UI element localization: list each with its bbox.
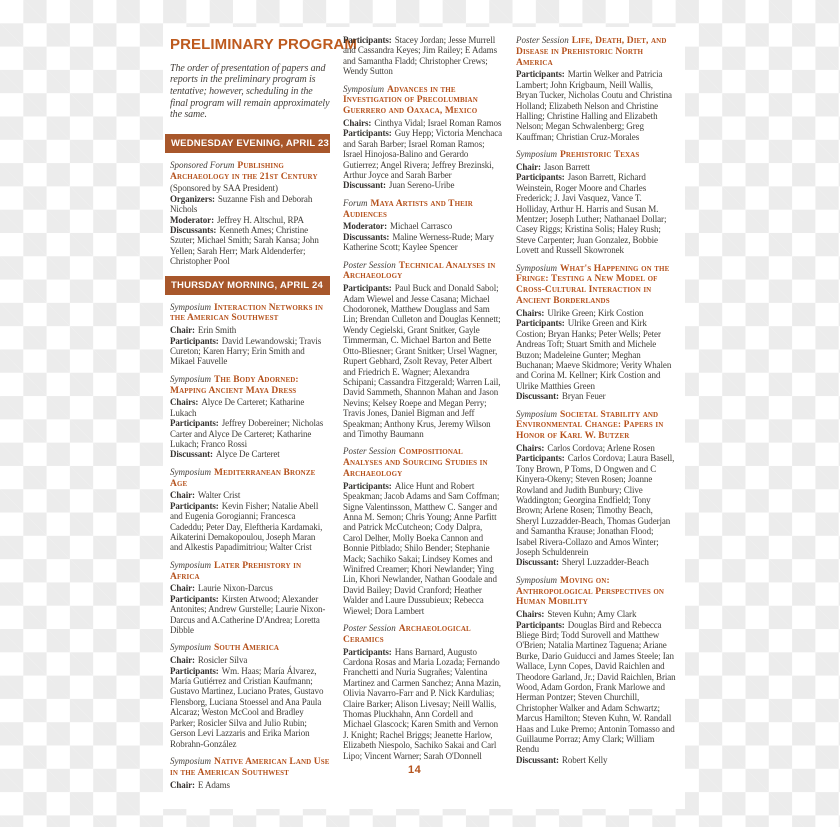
session-heading <box>343 623 503 646</box>
session-field <box>343 128 503 180</box>
field-label: Participants: <box>170 500 219 511</box>
session-field <box>516 69 676 142</box>
session-field <box>516 391 676 401</box>
session-block <box>516 35 676 142</box>
session-block <box>343 623 503 761</box>
field-text: Kenneth Ames; Christine Szuter; Michael Smith; Sarah Kansa; John Yellen; Sarah Herr; Mark Aldenderfer; Christopher Pool <box>170 224 319 267</box>
session-field <box>170 666 330 749</box>
field-label: Chairs: <box>516 307 545 318</box>
session-field <box>170 583 330 593</box>
session-title: Mediterranean Bronze Age <box>170 467 316 489</box>
session-field <box>343 647 503 761</box>
session-field <box>516 308 676 318</box>
field-text: Suzanne Fish and Deborah Nichols <box>170 193 313 215</box>
session-title: South America <box>214 643 280 654</box>
field-label: Participants: <box>343 35 392 45</box>
session-field <box>170 501 330 553</box>
session-type-prefix: Symposium <box>516 574 557 585</box>
session-note: (Sponsored by SAA President) <box>170 183 278 194</box>
session-heading <box>170 374 330 397</box>
session-type-prefix: Symposium <box>343 83 384 94</box>
field-label: Discussant: <box>516 391 559 402</box>
field-text: Carlos Cordova; Laura Basell, Tony Brown, P Toms, D Ongwen and C Kinyera-Okeny; Steven Rosen; Joanne Rowland and Judith Bunbury; Clive Waddington; Georgina Endfield; Tony Brown; Arlene Rosen; Timothy Beach, Sheryl Luzzadder-Beach, Thomas Guderjan and Samantha Krause; Jonathan Flood; Isabel Rivera-Collazo and Amos Winter; Joseph Schuldenrein <box>516 453 675 557</box>
session-title: Later Prehistory in Africa <box>170 560 302 582</box>
session-field <box>170 215 330 225</box>
session-type-prefix: Poster Session <box>343 259 396 270</box>
field-text: Rosicler Silva <box>197 655 248 666</box>
session-type-prefix: Symposium <box>170 755 211 766</box>
session-block <box>170 160 330 267</box>
session-block <box>343 446 503 616</box>
session-title: Compositional Analyses and Sourcing Studies in Archaeology <box>343 447 488 479</box>
session-block <box>170 302 330 367</box>
session-heading <box>170 560 330 583</box>
session-type-prefix: Symposium <box>170 559 211 570</box>
field-label: Chairs: <box>170 397 199 408</box>
column-3 <box>516 35 676 797</box>
session-heading <box>516 35 676 68</box>
session-title: Moving on: Anthropological Perspectives on Human Mobility <box>516 575 665 608</box>
field-label: Chair: <box>170 490 195 501</box>
session-block <box>516 409 676 568</box>
page-number: 14 <box>408 764 422 776</box>
session-type-prefix: Symposium <box>516 408 557 419</box>
session-field <box>516 162 676 172</box>
session-type-prefix: Symposium <box>170 642 211 653</box>
field-text: Martin Welker and Patricia Lambert; John Krigbaum, Neill Wallis, Bryan Tucker, Nicholas Coutu and Christina Holland; Elizabeth Nelson and Christine Halling; Christine Halling and Elizabeth Nelson; Megan Schwalenberg; Greg Kauffman; Christian Cruz-Morales <box>516 69 672 142</box>
page-title: PRELIMINARY PROGRAM <box>170 36 357 53</box>
session-block <box>170 756 330 790</box>
field-text: Cinthya Vidal; Israel Roman Ramos <box>374 118 502 129</box>
session-field <box>343 180 503 190</box>
field-label: Participants: <box>516 453 565 464</box>
field-text: Paul Buck and Donald Sabol; Adam Wiewel and Jesse Casana; Michael Chodoronek, Matthew Douglass and Sam Lin; Brendan Culleton and Douglas Kennett; Wendy Cegielski, Grant Snitker, Gayle Timmerman, C. Michael Barton and Bette Otto-Bliesner; Grant Snitker; Ursel Wagner, Rupert Gebhard, Zsolt Revay, Peter Albert and Friedrich E. Wagner; Alexandra Schipani; Cassandra Fitzgerald; Warren Lail, David Sammeth, Shannon Mahan and Jason Nevins; Kelsey Roepe and Megan Perry; Travis Jones, Daniel Bigman and Jeff Speakman; Anthony Krus, Jeremy Wilson and Timothy Baumann <box>343 283 501 439</box>
session-field <box>170 594 330 636</box>
column-1 <box>170 35 357 797</box>
session-field <box>343 232 503 253</box>
session-type-prefix: Symposium <box>170 373 211 384</box>
session-heading <box>170 302 330 325</box>
field-label: Organizers: <box>170 193 215 204</box>
field-text: Robert Kelly <box>561 754 608 765</box>
field-text: Guy Hepp; Victoria Menchaca and Sarah Barber; Israel Roman Ramos; Israel Hinojosa-Balino and Gerardo Gutierrez; Angel Rivera; Jeffrey Brezinski, Arthur Joyce and Sarah Barber <box>343 128 503 181</box>
field-text: Jason Barrett <box>543 162 590 173</box>
session-title: Life, Death, Diet, and Disease in Prehistoric North America <box>516 36 667 68</box>
field-label: Chair: <box>516 162 541 173</box>
field-text: Ulrike Green and Kirk Costion; Bryan Hanks; Peter Wells; Peter Andreas Toft; Stuart Smith and Michele Buzon; Madeleine Gunter; Meghan Buchanan; Maeve Skidmore; Verity Whalen and Corina M. Kellner; Kirk Costion and Ulrike Matthies Green <box>516 318 672 391</box>
field-text: Walter Crist <box>197 490 241 501</box>
session-heading <box>343 446 503 479</box>
field-label: Chairs: <box>343 118 372 129</box>
field-text: Wm. Haas; María Álvarez, María Gutiérrez and Cristian Kaufmann; Gustavo Martinez, Luciano Prates, Gustavo Flensborg, Luciana Stoessel and Ana Paula Alcaraz; Weston McCool and Bradley Parker; Rosicler Silva and Julio Rubin; Gerson Levi Lazzaris and Erika Marion Robrahn-González <box>170 665 324 749</box>
session-heading <box>170 756 330 779</box>
session-type-prefix: Symposium <box>170 301 211 312</box>
session-heading <box>343 198 503 221</box>
session-type-prefix: Poster Session <box>343 446 396 457</box>
session-field <box>343 221 503 231</box>
session-block <box>343 198 503 253</box>
session-heading <box>170 467 330 490</box>
session-field <box>343 283 503 439</box>
field-text: Jason Barrett, Richard Weinstein, Roger Moore and Charles Frederick; J. Javi Vasquez, Vance T. Holliday, Arthur H. Harris and Susan M. Mentzer; Joseph Luther; Nathanael Dollar; Casey Riggs; Kristina Solis; Haley Rush; Steve Carpenter; Juan Gonzalez, Bobbie Lovett and Russell Skowronek <box>516 172 667 256</box>
field-label: Participants: <box>343 646 392 657</box>
field-label: Moderator: <box>170 214 214 225</box>
field-text: Alyce De Carteret; Katharine Lukach <box>170 397 305 418</box>
date-header-bar: WEDNESDAY EVENING, APRIL 23 <box>165 134 330 153</box>
date-header-bar: THURSDAY MORNING, APRIL 24 <box>165 276 330 295</box>
field-label: Chair: <box>170 583 195 594</box>
session-heading <box>516 263 676 307</box>
session-field <box>516 755 676 765</box>
session-heading <box>516 409 676 442</box>
field-label: Discussant: <box>516 557 559 568</box>
session-field <box>516 609 676 619</box>
session-block <box>170 467 330 553</box>
session-field <box>170 490 330 500</box>
session-field <box>516 318 676 391</box>
field-text: E Adams <box>197 779 230 790</box>
field-text: Bryan Feuer <box>561 391 606 402</box>
session-title: Publishing Archaeology in the 21st Century <box>170 160 318 182</box>
field-label: Participants: <box>516 69 565 80</box>
session-block <box>343 84 503 191</box>
field-text: Stacey Jordan; Jesse Murrell and Cassandra Keyes; Jim Railey; E Adams and Samantha Fladd; Christopher Crews; Wendy Sutton <box>343 35 497 77</box>
session-heading <box>516 149 676 161</box>
session-title: Archaeological Ceramics <box>343 624 471 645</box>
field-text: Kevin Fisher; Natalie Abell and Eugenia Gorogianni; Francesca Cadeddu; Peter Day, Eleftheria Kardamaki, Aikaterini Demakopoulou, Joseph Maran and Alkestis Papadimitriou; Walter Crist <box>170 500 323 553</box>
field-text: Sheryl Luzzadder-Beach <box>561 557 649 568</box>
field-text: Steven Kuhn; Amy Clark <box>547 609 637 620</box>
field-label: Participants: <box>170 665 219 676</box>
session-heading <box>170 160 330 183</box>
field-text: Carlos Cordova; Arlene Rosen <box>547 442 655 453</box>
field-label: Participants: <box>516 172 565 183</box>
field-label: Chair: <box>170 325 195 336</box>
session-field <box>170 418 330 449</box>
session-field <box>343 481 503 616</box>
field-label: Participants: <box>516 619 565 630</box>
field-text: Alyce De Carteret <box>215 449 280 460</box>
session-type-prefix: Sponsored Forum <box>170 159 235 170</box>
field-label: Chairs: <box>516 442 545 453</box>
field-text: Kirsten Atwood; Alexander Antonites; Andrew Gurstelle; Laurie Nixon-Darcus and A.Catherine D'Andrea; Loretta Dibble <box>170 593 326 636</box>
session-heading <box>170 642 330 654</box>
field-text: Maline Werness-Rude; Mary Katherine Scott; Kaylee Spencer <box>343 231 494 253</box>
session-field <box>170 780 330 790</box>
session-title: Interaction Networks in the American Southwest <box>170 302 324 324</box>
field-text: Alice Hunt and Robert Speakman; Jacob Adams and Sam Coffman; Signe Valentinsson, Matthew C. Sanger and Anna M. Semon; Chris Young; Anne Parfitt and Patrick McCutcheon; Cody Dalpra, Carol Delher, Molly Boeka Cannon and Bonnie Pitblado; Shilo Bender; Stephanie Mack; Sachiko Sakai; Lindsey Komes and Winifred Creamer; Khori Newlander; Ying Lin, Khori Newlander, Nathan Goodale and David Bailey; David Cranford; Heather Walder and Laure Dussubieux; Rebecca Wiewel; Dora Lambert <box>343 480 500 616</box>
session-field <box>170 336 330 367</box>
session-block <box>516 263 676 402</box>
field-label: Chair: <box>170 779 195 790</box>
session-block <box>343 260 503 440</box>
session-block <box>170 560 330 636</box>
session-type-prefix: Forum <box>343 197 368 208</box>
session-title: Societal Stability and Environmental Change: Papers in Honor of Karl W. Butzer <box>516 409 664 442</box>
session-heading <box>343 84 503 117</box>
session-title: The Body Adorned: Mapping Ancient Maya Dress <box>170 374 299 396</box>
session-field <box>516 453 676 557</box>
field-text: David Lewandowski; Travis Cureton; Karen Harry; Erin Smith and Mikael Fauvelle <box>170 335 322 367</box>
field-text: Douglas Bird and Rebecca Bliege Bird; Todd Surovell and Matthew O'Brien; Natalia Martinez Taguena; Ariane Burke, Dario Guiducci and James Steele; Ian Wallace, Lynn Copes, David Raichlen and Theodore Garland, Jr.; David Raichlen, Brian Wood, Adam Gordon, Frank Marlowe and Herman Pontzer; Steven Churchill, Christopher Walker and Adam Schwartz; Marcus Hamilton; Steven Kuhn, W. Randall Haas and Luke Premo; Antonin Tomasso and Guillaume Porraz; Amy Clark; William Rendu <box>516 619 676 755</box>
field-label: Participants: <box>516 318 565 329</box>
field-text: Jeffrey Dobereiner; Nicholas Carter and Alyce De Carteret; Katharine Lukach; Franco Rossi <box>170 418 324 449</box>
session-title: Maya Artists and Their Audiences <box>343 198 473 220</box>
field-label: Participants: <box>170 418 219 429</box>
session-field <box>516 557 676 567</box>
session-field <box>516 443 676 453</box>
field-label: Participants: <box>170 593 219 604</box>
field-text: Juan Sereno-Uribe <box>388 180 455 191</box>
field-label: Participants: <box>343 283 392 294</box>
session-block <box>516 575 676 765</box>
session-field <box>170 449 330 459</box>
field-text: Laurie Nixon-Darcus <box>197 583 273 594</box>
session-field <box>343 118 503 128</box>
field-label: Moderator: <box>343 221 387 232</box>
session-field <box>170 655 330 665</box>
session-title: What's Happening on the Fringe: Testing a New Model of Cross-Cultural Interaction in Ancient Borderlands <box>516 263 670 307</box>
field-label: Chairs: <box>516 609 545 620</box>
session-field <box>170 225 330 267</box>
session-title: Technical Analyses in Archaeology <box>343 260 496 282</box>
session-field <box>343 35 503 77</box>
session-title: Native American Land Use in the American Southwest <box>170 756 330 778</box>
field-label: Discussants: <box>170 224 217 235</box>
field-label: Chair: <box>170 655 195 666</box>
program-page <box>163 27 685 809</box>
field-label: Participants: <box>170 335 219 346</box>
field-text: Ulrike Green; Kirk Costion <box>547 307 644 318</box>
field-label: Discussant: <box>343 180 386 191</box>
session-block <box>170 642 330 748</box>
session-type-prefix: Poster Session <box>343 623 396 634</box>
session-type-prefix: Symposium <box>516 149 557 160</box>
field-label: Discussant: <box>170 449 213 460</box>
field-label: Participants: <box>343 480 392 491</box>
session-field <box>516 620 676 755</box>
field-label: Participants: <box>343 128 392 139</box>
session-field <box>170 397 330 418</box>
session-block <box>170 374 330 460</box>
session-title: Advances in the Investigation of Precolumbian Guerrero and Oaxaca, Mexico <box>343 84 478 117</box>
session-type-prefix: Symposium <box>170 466 211 477</box>
session-field <box>170 325 330 335</box>
column-2 <box>343 35 503 797</box>
field-text: Michael Carrasco <box>389 221 453 232</box>
session-heading <box>343 260 503 283</box>
field-text: Hans Barnard, Augusto Cardona Rosas and Maria Lozada; Fernando Franchetti and Nuria Sugrañes; Valentina Martinez and Carmen Sanchez; Anna Mazin, Olivia Navarro-Farr and P. Nick Kardulias; Claire Barker; Alison Livesay; Neill Wallis, Thomas Pluckhahn, Ann Cordell and Michael Glascock; Karen Smith and Vernon J. Knight; Rachel Briggs; Jeanette Harlow, Elizabeth Niespolo, Sachiko Sakai and Carl Lipo; Vincent Warner; Sarah O'Donnell <box>343 646 501 761</box>
session-field <box>516 172 676 255</box>
session-heading <box>516 575 676 608</box>
session-block <box>516 149 676 255</box>
session-field <box>170 194 330 215</box>
session-title: Prehistoric Texas <box>560 150 640 161</box>
field-label: Discussant: <box>516 754 559 765</box>
session-type-prefix: Symposium <box>516 262 557 273</box>
field-text: Erin Smith <box>197 325 237 336</box>
intro-paragraph: The order of presentation of papers and reports in the preliminary program is tentative; however, scheduling in the final program will remain approximately the same. <box>170 62 330 121</box>
session-type-prefix: Poster Session <box>516 35 569 45</box>
session-block <box>343 35 503 77</box>
field-text: Jeffrey H. Altschul, RPA <box>216 214 304 225</box>
field-label: Discussants: <box>343 231 390 242</box>
